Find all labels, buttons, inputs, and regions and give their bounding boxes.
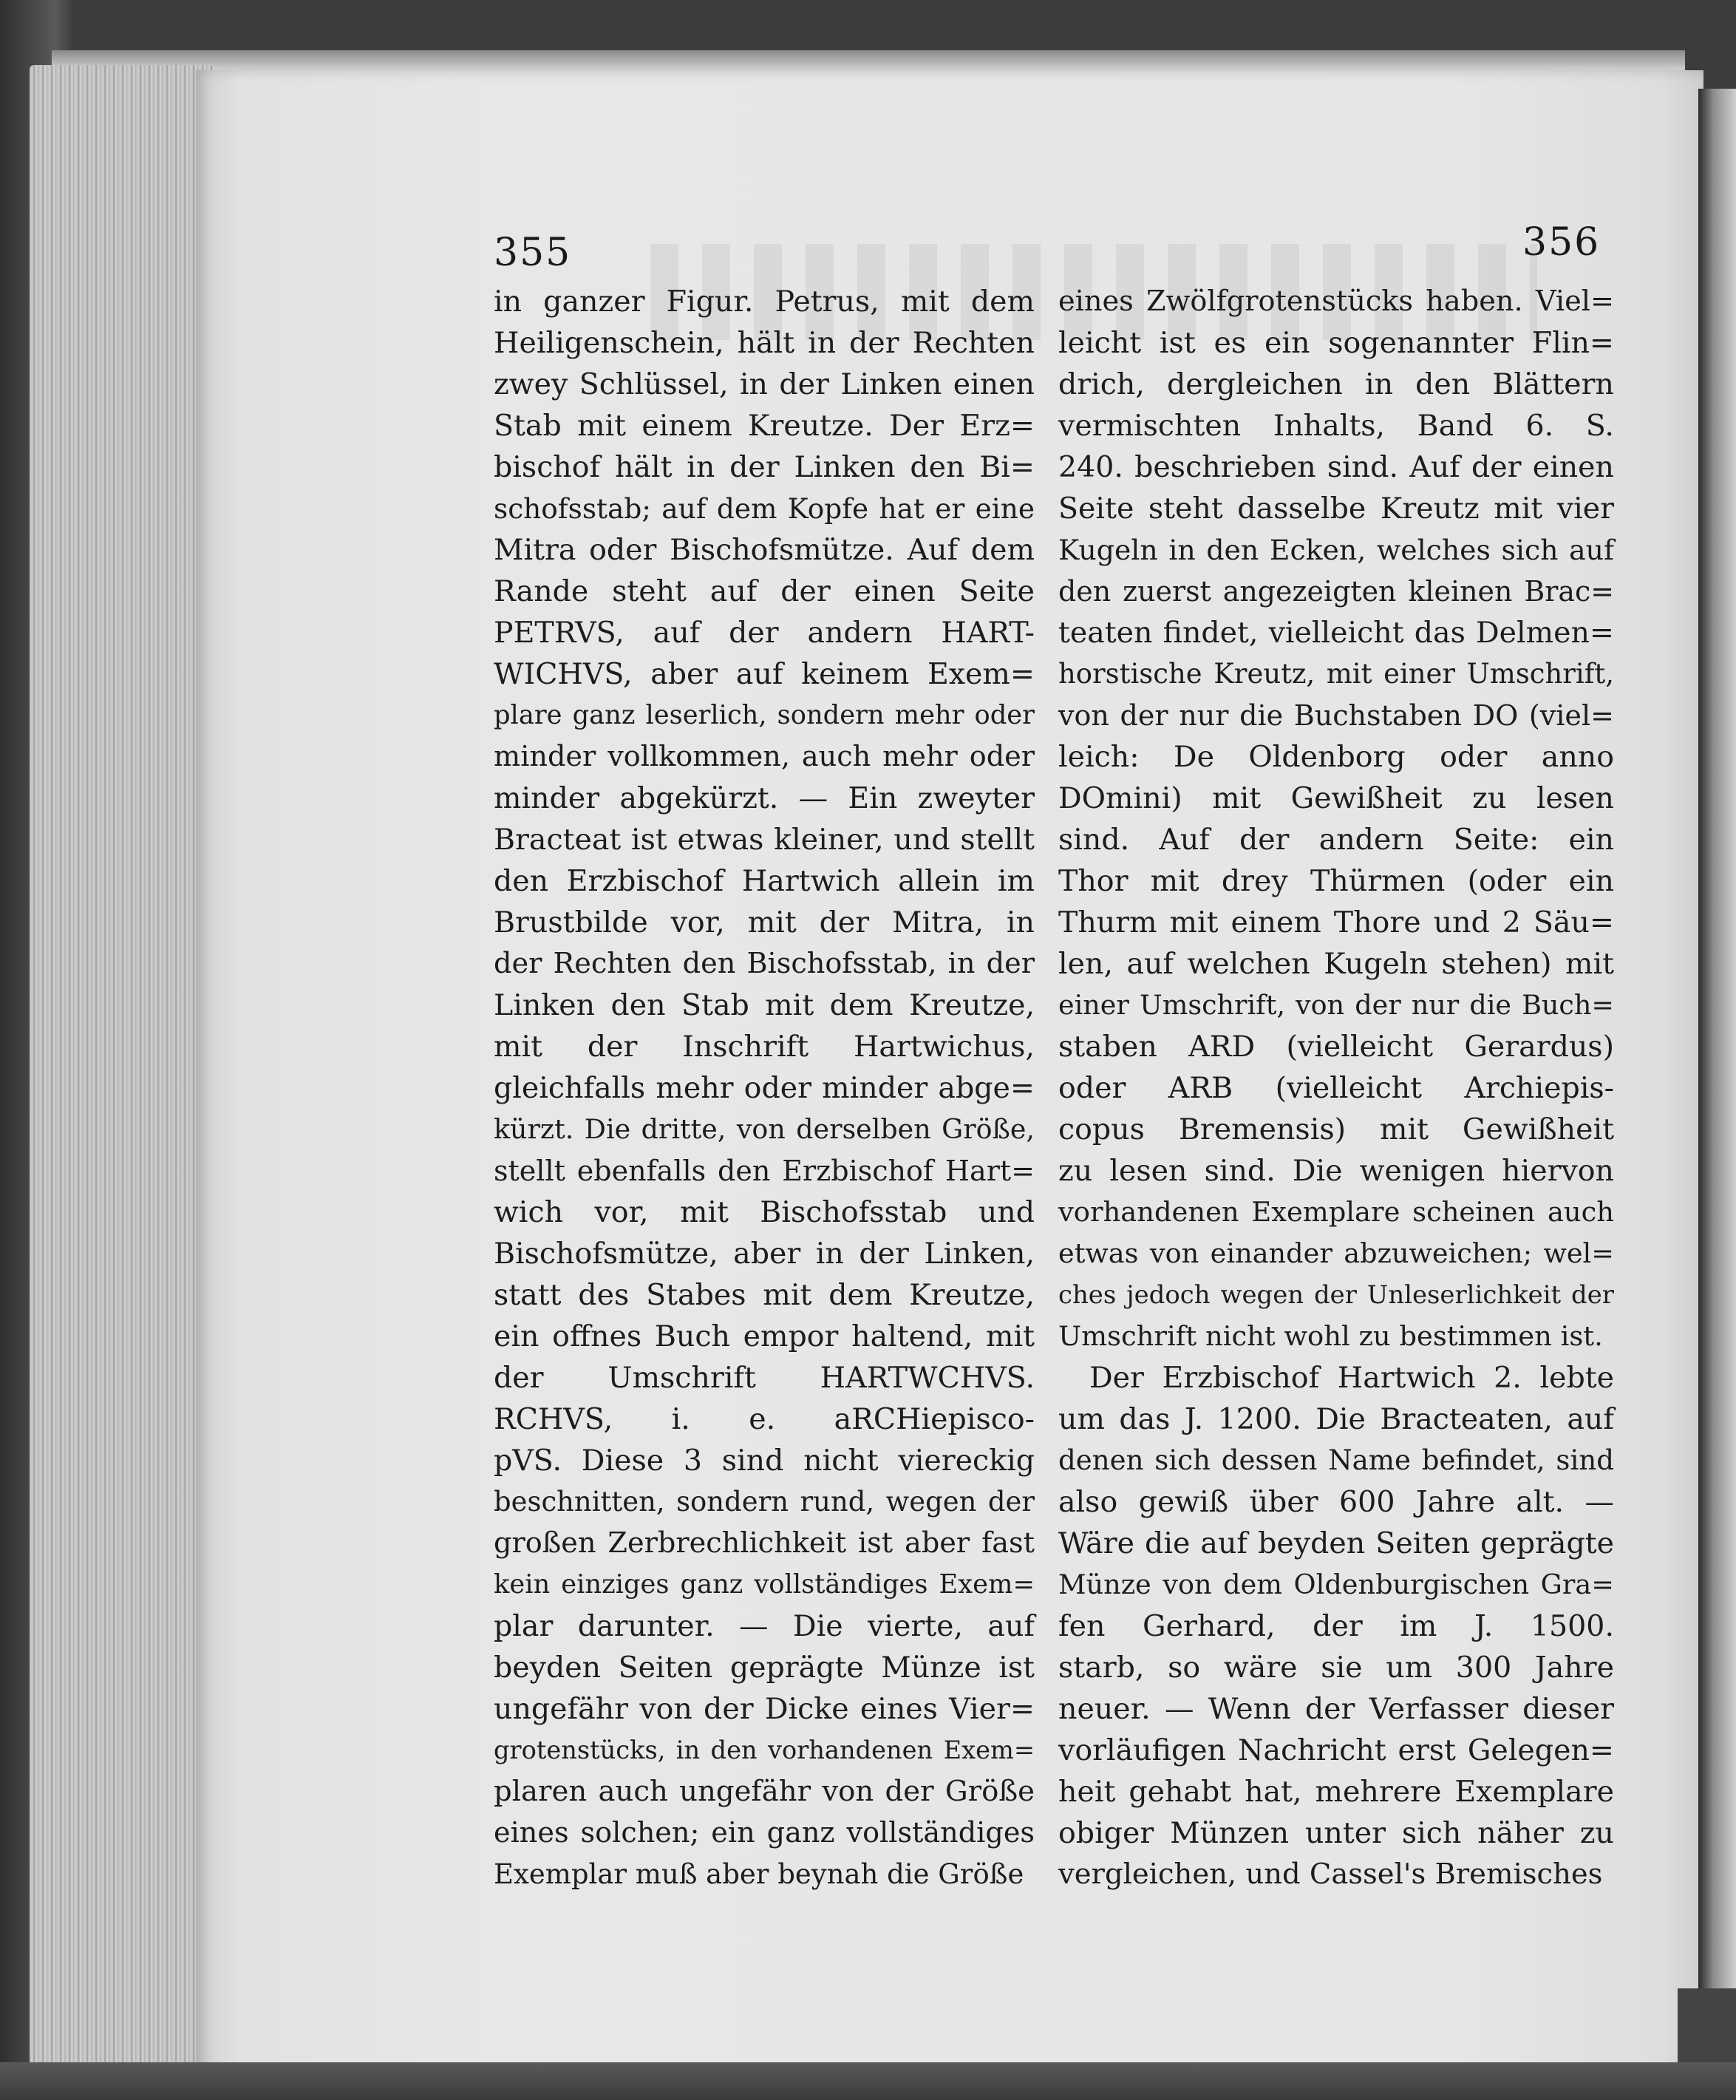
text-line: pVS. Diese 3 sind nicht viereckig: [494, 1444, 1035, 1478]
text-line: mit der Inschrift Hartwichus,: [494, 1030, 1035, 1064]
text-line: sind. Auf der andern Seite: ein: [1058, 823, 1614, 857]
text-line: also gewiß über 600 Jahre alt. —: [1058, 1485, 1614, 1519]
text-line: kürzt. Die dritte, von derselben Größe,: [494, 1113, 1035, 1145]
text-line: 240. beschrieben sind. Auf der einen: [1058, 450, 1614, 484]
text-line: kein einziges ganz vollständiges Exem=: [494, 1569, 1035, 1600]
text-line: heit gehabt hat, mehrere Exemplare: [1058, 1775, 1614, 1809]
text-line: Thor mit drey Thürmen (oder ein: [1058, 864, 1614, 898]
page-edge-stack: [30, 65, 214, 2076]
text-line: teaten findet, vielleicht das Delmen=: [1058, 616, 1614, 650]
text-line: um das J. 1200. Die Bracteaten, auf: [1058, 1402, 1614, 1436]
text-line: zu lesen sind. Die wenigen hiervon: [1058, 1154, 1614, 1188]
text-line: staben ARD (vielleicht Gerardus): [1058, 1030, 1614, 1064]
text-line: den zuerst angezeigten kleinen Brac=: [1058, 575, 1614, 608]
text-line: denen sich dessen Name befindet, sind: [1058, 1444, 1614, 1476]
text-line: statt des Stabes mit dem Kreutze,: [494, 1278, 1035, 1312]
text-line: ches jedoch wegen der Unleserlichkeit der: [1058, 1280, 1614, 1309]
text-line: minder abgekürzt. — Ein zweyter: [494, 781, 1035, 815]
text-line: Kugeln in den Ecken, welches sich auf: [1058, 534, 1614, 566]
text-line: grotenstücks, in den vorhandenen Exem=: [494, 1736, 1035, 1764]
text-line: der Rechten den Bischofsstab, in der: [494, 948, 1035, 980]
text-line: drich, dergleichen in den Blättern: [1058, 367, 1614, 401]
text-column-left: [494, 281, 1035, 1895]
text-line: Exemplar muß aber beynah die Größe: [494, 1858, 1024, 1890]
text-line: Thurm mit einem Thore und 2 Säu=: [1058, 905, 1614, 939]
text-line: minder vollkommen, auch mehr oder: [494, 741, 1035, 773]
text-line: den Erzbischof Hartwich allein im: [494, 864, 1035, 898]
text-line: starb, so wäre sie um 300 Jahre: [1058, 1651, 1614, 1685]
text-line: oder ARB (vielleicht Archiepis-: [1058, 1071, 1614, 1105]
text-line: copus Bremensis) mit Gewißheit: [1058, 1112, 1614, 1146]
text-line: neuer. — Wenn der Verfasser dieser: [1058, 1692, 1614, 1726]
text-line: WICHVS, aber auf keinem Exem=: [494, 657, 1035, 691]
text-line: Linken den Stab mit dem Kreutze,: [494, 988, 1035, 1022]
text-line: einer Umschrift, von der nur die Buch=: [1058, 989, 1614, 1021]
text-line: vorläufigen Nachricht erst Gelegen=: [1058, 1733, 1614, 1767]
text-line: Heiligenschein, hält in der Rechten: [494, 326, 1035, 360]
text-line: ein offnes Buch empor haltend, mit: [494, 1319, 1035, 1353]
text-line: wich vor, mit Bischofsstab und: [494, 1195, 1035, 1229]
text-line: bischof hält in der Linken den Bi=: [494, 450, 1035, 484]
text-line: stellt ebenfalls den Erzbischof Hart=: [494, 1155, 1035, 1187]
text-line: beyden Seiten geprägte Münze ist: [494, 1651, 1035, 1685]
text-line: beschnitten, sondern rund, wegen der: [494, 1486, 1035, 1518]
bottom-shadow: [0, 2062, 1736, 2100]
text-line: Bracteat ist etwas kleiner, und stellt: [494, 823, 1035, 857]
text-line: Münze von dem Oldenburgischen Gra=: [1058, 1569, 1614, 1600]
text-line: Der Erzbischof Hartwich 2. lebte: [1089, 1361, 1614, 1395]
text-line: gleichfalls mehr oder minder abge=: [494, 1071, 1035, 1105]
binding-shadow: [1698, 89, 1736, 2011]
text-line: Wäre die auf beyden Seiten geprägte: [1058, 1526, 1614, 1560]
text-line: etwas von einander abzuweichen; wel=: [1058, 1237, 1614, 1269]
text-line: len, auf welchen Kugeln stehen) mit: [1058, 947, 1614, 981]
text-line: schofsstab; auf dem Kopfe hat er eine: [494, 492, 1035, 525]
text-line: vorhandenen Exemplare scheinen auch: [1058, 1196, 1614, 1228]
text-line: DOmini) mit Gewißheit zu lesen: [1058, 781, 1614, 815]
text-line: plar darunter. — Die vierte, auf: [494, 1609, 1035, 1643]
text-column-right: [1058, 281, 1614, 1895]
text-line: horstische Kreutz, mit einer Umschrift,: [1058, 658, 1614, 690]
text-line: plare ganz leserlich, sondern mehr oder: [494, 700, 1035, 730]
text-line: RCHVS, i. e. aRCHiepisco-: [494, 1402, 1035, 1436]
text-line: ungefähr von der Dicke eines Vier=: [494, 1692, 1035, 1726]
text-line: Brustbilde vor, mit der Mitra, in: [494, 905, 1035, 939]
text-line: eines Zwölfgrotenstücks haben. Viel=: [1058, 285, 1614, 318]
text-line: Umschrift nicht wohl zu bestimmen ist.: [1058, 1320, 1603, 1352]
text-line: PETRVS, auf der andern HART-: [494, 616, 1035, 650]
text-line: Seite steht dasselbe Kreutz mit vier: [1058, 492, 1614, 526]
text-line: der Umschrift HARTWCHVS.: [494, 1361, 1035, 1395]
text-line: leicht ist es ein sogenannter Flin=: [1058, 326, 1614, 360]
text-line: in ganzer Figur. Petrus, mit dem: [494, 285, 1035, 319]
text-line: von der nur die Buchstaben DO (viel=: [1058, 699, 1614, 732]
text-line: vermischten Inhalts, Band 6. S.: [1058, 409, 1614, 443]
text-line: fen Gerhard, der im J. 1500.: [1058, 1609, 1614, 1643]
text-line: obiger Münzen unter sich näher zu: [1058, 1816, 1614, 1850]
page-number-left: 355: [494, 231, 572, 275]
text-line: Mitra oder Bischofsmütze. Auf dem: [494, 533, 1035, 567]
text-line: zwey Schlüssel, in der Linken einen: [494, 367, 1035, 401]
text-line: Stab mit einem Kreutze. Der Erz=: [494, 409, 1035, 443]
text-line: großen Zerbrechlichkeit ist aber fast: [494, 1527, 1035, 1560]
text-line: Bischofsmütze, aber in der Linken,: [494, 1237, 1035, 1271]
text-line: vergleichen, und Cassel's Bremisches: [1058, 1858, 1603, 1891]
page-number-right: 356: [1522, 220, 1601, 265]
text-line: eines solchen; ein ganz vollständiges: [494, 1817, 1035, 1849]
text-line: Rande steht auf der einen Seite: [494, 574, 1035, 608]
text-line: plaren auch ungefähr von der Größe: [494, 1775, 1035, 1808]
text-line: leich: De Oldenborg oder anno: [1058, 740, 1614, 774]
